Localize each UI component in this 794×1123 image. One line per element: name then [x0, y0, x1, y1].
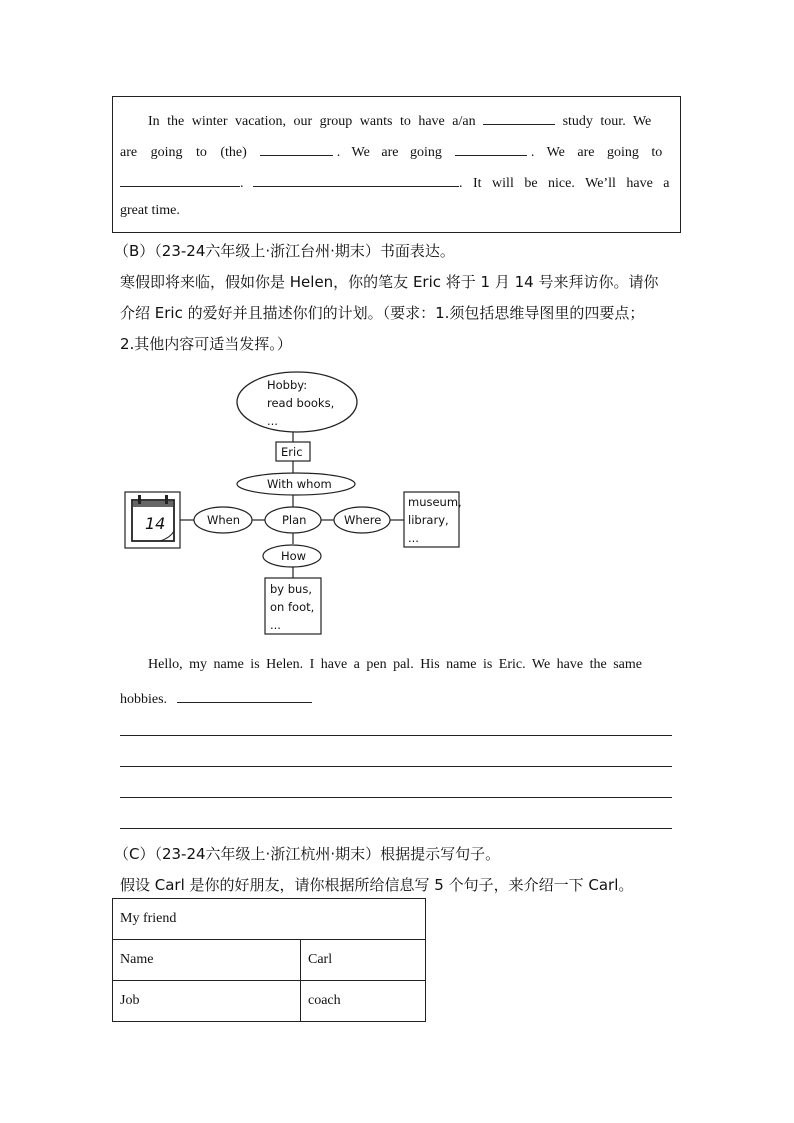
how-item: on foot, [270, 600, 315, 614]
writing-line[interactable] [120, 828, 672, 829]
passage-line-4: great time. [120, 203, 180, 218]
friend-table [112, 898, 426, 1022]
section-c-instruction: 假设 Carl 是你的好朋友，请你根据所给信息写 5 个句子，来介绍一下 Carl。 [120, 876, 634, 894]
passage-text: . We are going to [530, 145, 663, 160]
hobby-title: Hobby: [267, 378, 308, 392]
how-item: by bus, [270, 582, 312, 596]
writing-line[interactable] [120, 766, 672, 767]
table-row [113, 981, 426, 1022]
calendar-icon [125, 492, 180, 548]
how-item: ... [270, 618, 281, 632]
hobby-more: ... [267, 414, 278, 428]
with-whom-label: With whom [267, 477, 332, 491]
how-label: How [281, 549, 307, 563]
section-b-instruction-2: 介绍 Eric 的爱好并且描述你们的计划。（要求：1.须包括思维导图里的四要点； [120, 304, 645, 322]
passage-text: . It will be nice. We’ll have a [459, 176, 670, 191]
table-row [113, 899, 426, 940]
where-item: museum, [408, 495, 462, 509]
passage-text: . [240, 176, 244, 191]
passage-text: study tour. We [562, 114, 652, 129]
table-label-cell: Job [113, 981, 301, 1022]
writing-blank[interactable] [177, 688, 312, 703]
passage-text: In the winter vacation, our group wants to have a/an [148, 114, 476, 129]
writing-line[interactable] [120, 735, 672, 736]
section-b-heading: （B）（23-24六年级上·浙江台州·期末）书面表达。 [114, 242, 455, 260]
letter-line-1: Hello, my name is Helen. I have a pen pal. His name is Eric. We have the same [148, 657, 642, 672]
table-value-cell: coach [301, 981, 426, 1022]
eric-label: Eric [281, 445, 303, 459]
table-label-cell: Name [113, 940, 301, 981]
table-value-cell: Carl [301, 940, 426, 981]
writing-line[interactable] [120, 797, 672, 798]
section-b-instruction-1: 寒假即将来临，假如你是 Helen，你的笔友 Eric 将于 1 月 14 号来拜访你。请你 [120, 273, 659, 291]
passage-text: are going to (the) [120, 145, 247, 160]
letter-line-2 [120, 688, 312, 708]
calendar-day: 14 [145, 514, 166, 533]
where-item: library, [408, 513, 449, 527]
table-row [113, 940, 426, 981]
where-label: Where [344, 513, 382, 527]
section-b-instruction-3: 2.其他内容可适当发挥。） [120, 335, 292, 353]
when-label: When [207, 513, 241, 527]
hobby-detail: read books, [267, 396, 335, 410]
table-title-cell: My friend [113, 899, 426, 940]
letter-text: hobbies. [120, 692, 168, 707]
section-c-heading: （C）（23-24六年级上·浙江杭州·期末）根据提示写句子。 [114, 845, 501, 863]
plan-label: Plan [282, 513, 307, 527]
where-item: ... [408, 531, 419, 545]
passage-text: . We are going [336, 145, 442, 160]
